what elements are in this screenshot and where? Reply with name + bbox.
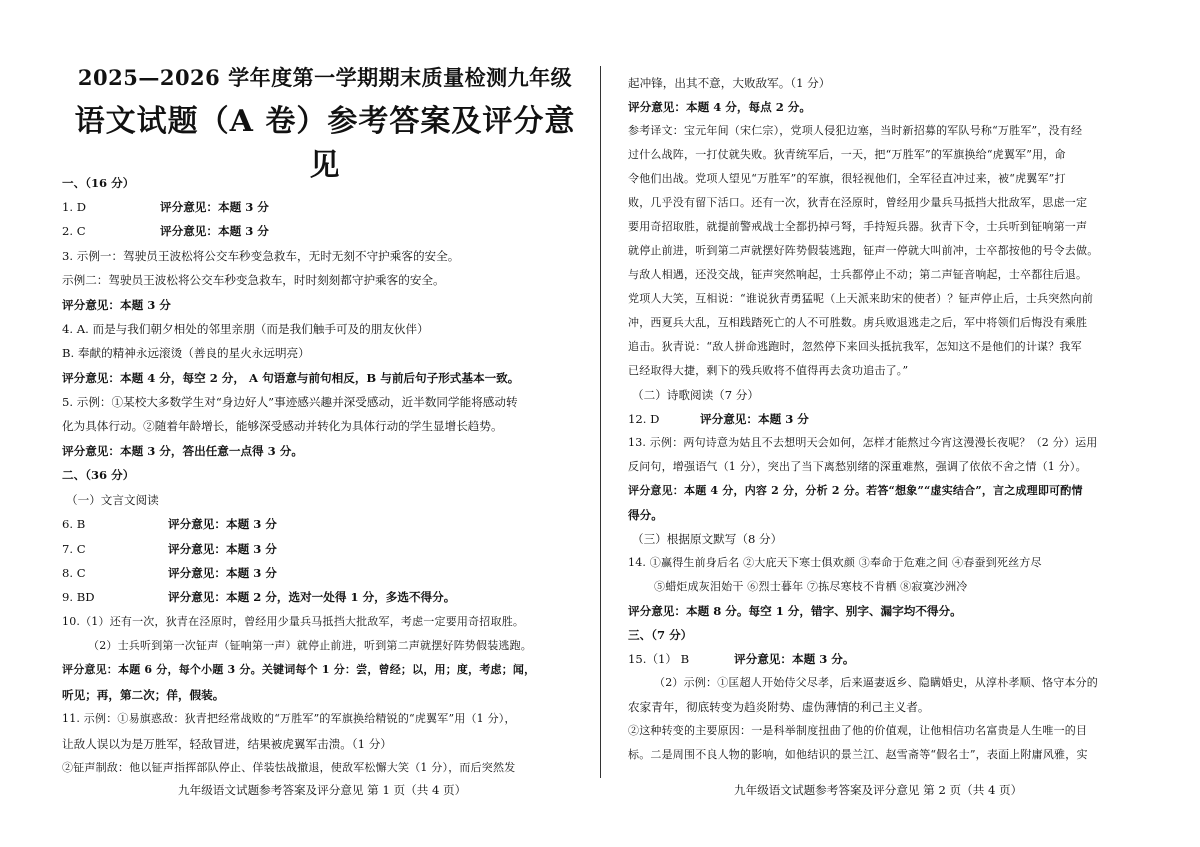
answer-line: （2）示例：①匡超人开始侍父尽孝，后来逼妻返乡、隐瞒婚史，从淳朴孝顺、恪守本分的 xyxy=(654,676,1098,689)
answer-line: B. 奉献的精神永远滚烫（善良的星火永远明亮） xyxy=(62,346,310,360)
answer-line: 13. 示例：两句诗意为姑且不去想明天会如何，怎样才能熬过今宵这漫漫长夜呢？（2 分）运用 xyxy=(628,436,1098,449)
answer-line: 11. 示例：①易旗惑敌：狄青把经常战败的“万胜军”的军旗换给精锐的“虎翼军”用（1 分）， xyxy=(62,712,516,725)
grading-note: 评分意见：本题 3 分。 xyxy=(734,652,855,666)
answer-line: 7. C xyxy=(62,542,86,556)
answer-line: ⑤蜡炬成灰泪始干 ⑥烈士暮年 ⑦拣尽寒枝不肯栖 ⑧寂寞沙洲冷 xyxy=(654,580,968,593)
answer-line: 4. A. 而是与我们朝夕相处的邻里亲朋（而是我们触手可及的朋友伙伴） xyxy=(62,322,429,336)
translation-line: 与敌人相遇，还没交战，钲声突然响起，士兵都停止不动；第二声钲音响起，士卒都往后退。 xyxy=(628,268,1088,281)
answer-line: ②钲声制敌：他以钲声指挥部队停止、佯装怯战撤退，使敌军松懈大笑（1 分），而后突然发 xyxy=(62,761,516,774)
grading-note: 评分意见：本题 4 分，每点 2 分。 xyxy=(628,100,811,114)
grading-note: 评分意见：本题 3 分，答出任意一点得 3 分。 xyxy=(62,444,303,458)
grading-note: 评分意见：本题 2 分，选对一处得 1 分，多选不得分。 xyxy=(168,590,456,604)
translation-line: 要用奇招取胜，就提前警戒战士全都扔掉弓弩，手持短兵器。狄青下令，士兵听到钲响第一声 xyxy=(628,220,1088,233)
answer-line: 示例二：驾驶员王波松将公交车秒变急救车，时时刻刻都守护乘客的安全。 xyxy=(62,273,445,287)
section-heading: 一、（16 分） xyxy=(62,176,135,190)
answer-line: 15.（1） B xyxy=(628,652,690,666)
translation-line: 败，几乎没有留下活口。还有一次，狄青在泾原时，曾经用少量兵马抵挡大批敌军，思虑一定 xyxy=(628,196,1088,209)
grading-note: 评分意见：本题 6 分，每个小题 3 分。关键词每个 1 分：尝，曾经；以，用；度，考虑；闻， xyxy=(62,663,536,676)
answer-line: 起冲锋，出其不意，大败敌军。（1 分） xyxy=(628,76,831,90)
grading-note: 评分意见：本题 3 分 xyxy=(700,412,809,426)
grading-note: 评分意见：本题 3 分 xyxy=(160,200,269,214)
translation-line: 参考译文：宝元年间（宋仁宗），党项人侵犯边塞，当时新招募的军队号称“万胜军”，没有经 xyxy=(628,124,1083,137)
page-footer-left: 九年级语文试题参考答案及评分意见 第 1 页（共 4 页） xyxy=(178,783,467,797)
translation-line: 过什么战阵，一打仗就失败。狄青统军后，一天，把“万胜军”的军旗换给“虎翼军”用，命 xyxy=(628,148,1066,161)
answer-line: 标。二是周围不良人物的影响，如他结识的景兰江、赵雪斋等“假名士”，表面上附庸风雅，实 xyxy=(628,748,1088,761)
grading-note: 听见；再，第二次；佯，假装。 xyxy=(62,688,225,702)
translation-line: 令他们出战。党项人望见“万胜军”的军旗，很轻视他们，全军径直冲过来，被“虎翼军”打 xyxy=(628,172,1066,185)
grading-note: 评分意见：本题 3 分 xyxy=(62,298,171,312)
answer-line: 9. BD xyxy=(62,590,95,604)
answer-line: 让敌人误以为是万胜军，轻敌冒进，结果被虎翼军击溃。（1 分） xyxy=(62,737,392,751)
subsection-heading: （二）诗歌阅读（7 分） xyxy=(632,388,759,402)
exam-header-title: 语文试题（A 卷）参考答案及评分意见 xyxy=(74,104,576,183)
grading-note: 评分意见：本题 4 分，每空 2 分， A 句语意与前句相反，B 与前后句子形式基本一致。 xyxy=(62,371,520,385)
translation-line: 已经取得大捷，剩下的残兵败将不值得再去贪功追击了。” xyxy=(628,364,909,377)
answer-line: 2. C xyxy=(62,224,86,238)
subsection-heading: （三）根据原文默写（8 分） xyxy=(632,532,783,546)
grading-note: 得分。 xyxy=(628,508,663,522)
translation-line: 追击。狄青说：“敌人拼命逃跑时，忽然停下来回头抵抗我军，怎知这不是他们的计谋？我军 xyxy=(628,340,1082,353)
answer-line: ②这种转变的主要原因：一是科举制度扭曲了他的价值观，让他相信功名富贵是人生唯一的目 xyxy=(628,724,1088,737)
grading-note: 评分意见：本题 3 分 xyxy=(160,224,269,238)
answer-line: 8. C xyxy=(62,566,86,580)
answer-line: 6. B xyxy=(62,517,86,531)
answer-line: 14. ①赢得生前身后名 ②大庇天下寒士俱欢颜 ③奉命于危难之间 ④春蚕到死丝方尽 xyxy=(628,556,1042,569)
answer-line: 1. D xyxy=(62,200,87,214)
exam-header-line1: 2025—2026 学年度第一学期期末质量检测九年级 xyxy=(77,65,573,90)
grading-note: 评分意见：本题 3 分 xyxy=(168,517,277,531)
answer-line: 10.（1）还有一次，狄青在泾原时，曾经用少量兵马抵挡大批敌军，考虑一定要用奇招取胜。 xyxy=(62,615,525,628)
grading-note: 评分意见：本题 4 分，内容 2 分，分析 2 分。若答“想象”“虚实结合”，言之成理即可酌情 xyxy=(628,484,1083,497)
answer-line: 12. D xyxy=(628,412,660,426)
section-heading: 二、（36 分） xyxy=(62,468,135,482)
answer-line: 农家青年，彻底转变为趋炎附势、虚伪薄情的利己主义者。 xyxy=(628,700,930,714)
grading-note: 评分意见：本题 3 分 xyxy=(168,566,277,580)
grading-note: 评分意见：本题 3 分 xyxy=(168,542,277,556)
answer-line: 5. 示例：①某校大多数学生对“身边好人”事迹感兴趣并深受感动，近半数同学能将感动转 xyxy=(62,395,518,409)
answer-line: 反问句，增强语气（1 分），突出了当下离愁别绪的深重难熬，强调了依依不舍之情（1 分）。 xyxy=(628,460,1087,473)
page-footer-right: 九年级语文试题参考答案及评分意见 第 2 页（共 4 页） xyxy=(734,783,1023,797)
grading-note: 评分意见：本题 8 分。每空 1 分，错字、别字、漏字均不得分。 xyxy=(628,604,962,618)
translation-line: 党项人大笑，互相说：“谁说狄青勇猛呢（上天派来助宋的使者）？钲声停止后，士兵突然向前 xyxy=(628,292,1094,305)
answer-line: 3. 示例一：驾驶员王波松将公交车秒变急救车，无时无刻不守护乘客的安全。 xyxy=(62,249,460,263)
answer-line: 化为具体行动。②随着年龄增长，能够深受感动并转化为具体行动的学生显增长趋势。 xyxy=(62,419,503,433)
answer-line: （2）士兵听到第一次钲声（钲响第一声）就停止前进，听到第二声就摆好阵势假装逃跑。 xyxy=(88,639,532,652)
translation-line: 就停止前进，听到第二声就摆好阵势假装逃跑，钲声一停就大叫前冲，士卒都按他的号令去做。 xyxy=(628,244,1099,257)
column-divider xyxy=(600,66,601,778)
section-heading: 三、（7 分） xyxy=(628,628,693,642)
subsection-heading: （一）文言文阅读 xyxy=(66,493,159,507)
translation-line: 冲，西夏兵大乱，互相践踏死亡的人不可胜数。虏兵败退逃走之后，军中将领们后悔没有乘胜 xyxy=(628,316,1088,329)
